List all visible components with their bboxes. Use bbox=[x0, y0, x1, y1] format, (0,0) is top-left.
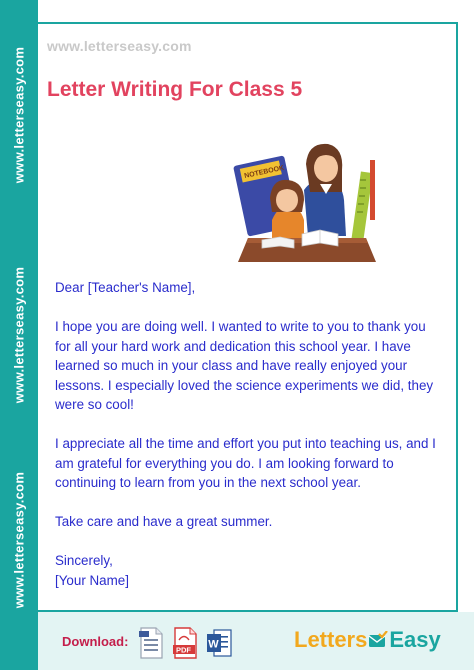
letter-salutation: Dear [Teacher's Name], bbox=[55, 280, 196, 295]
envelope-check-icon bbox=[368, 631, 388, 649]
pdf-file-icon[interactable] bbox=[172, 627, 198, 659]
letter-closing: Sincerely, bbox=[55, 553, 113, 568]
download-footer bbox=[38, 612, 474, 670]
pencil-icon bbox=[370, 160, 375, 220]
letter-signature: [Your Name] bbox=[55, 572, 129, 588]
doc-file-icon[interactable] bbox=[138, 627, 164, 659]
word-file-icon[interactable] bbox=[206, 627, 232, 659]
site-url[interactable]: www.letterseasy.com bbox=[47, 38, 192, 54]
download-label: Download: bbox=[62, 634, 129, 649]
letter-paragraph: Take care and have a great summer. bbox=[55, 514, 273, 529]
side-watermark-text: www.letterseasy.com bbox=[11, 46, 27, 184]
teacher-figure bbox=[304, 144, 346, 236]
logo-part-easy: Easy bbox=[389, 627, 441, 652]
side-banner bbox=[0, 0, 38, 670]
letter-body bbox=[55, 278, 445, 590]
pdf-label: PDF bbox=[176, 645, 191, 655]
logo-part-letters: Letters bbox=[294, 627, 368, 652]
ruler-icon bbox=[351, 172, 373, 243]
letter-paragraph: I hope you are doing well. I wanted to write to you to thank you for all your hard work and dedication this school year. I have learned so much in your class and have really enjoyed your lessons. I especially loved the science experiments we did, they were so cool! bbox=[55, 319, 434, 412]
side-watermark-text: www.letterseasy.com bbox=[11, 266, 27, 404]
word-label: W bbox=[208, 638, 219, 651]
page-title: Letter Writing For Class 5 bbox=[47, 78, 303, 101]
teacher-and-student-reading-icon bbox=[232, 140, 382, 266]
notebook-label: NOTEBOOK bbox=[243, 164, 285, 180]
side-watermark-text: www.letterseasy.com bbox=[11, 471, 27, 609]
letterseasy-logo[interactable] bbox=[294, 627, 441, 653]
student-figure bbox=[270, 180, 304, 240]
letter-paragraph: I appreciate all the time and effort you put into teaching us, and I am grateful for everything you do. I am looking forward to continuing to learn from you in the next school year. bbox=[55, 436, 436, 490]
